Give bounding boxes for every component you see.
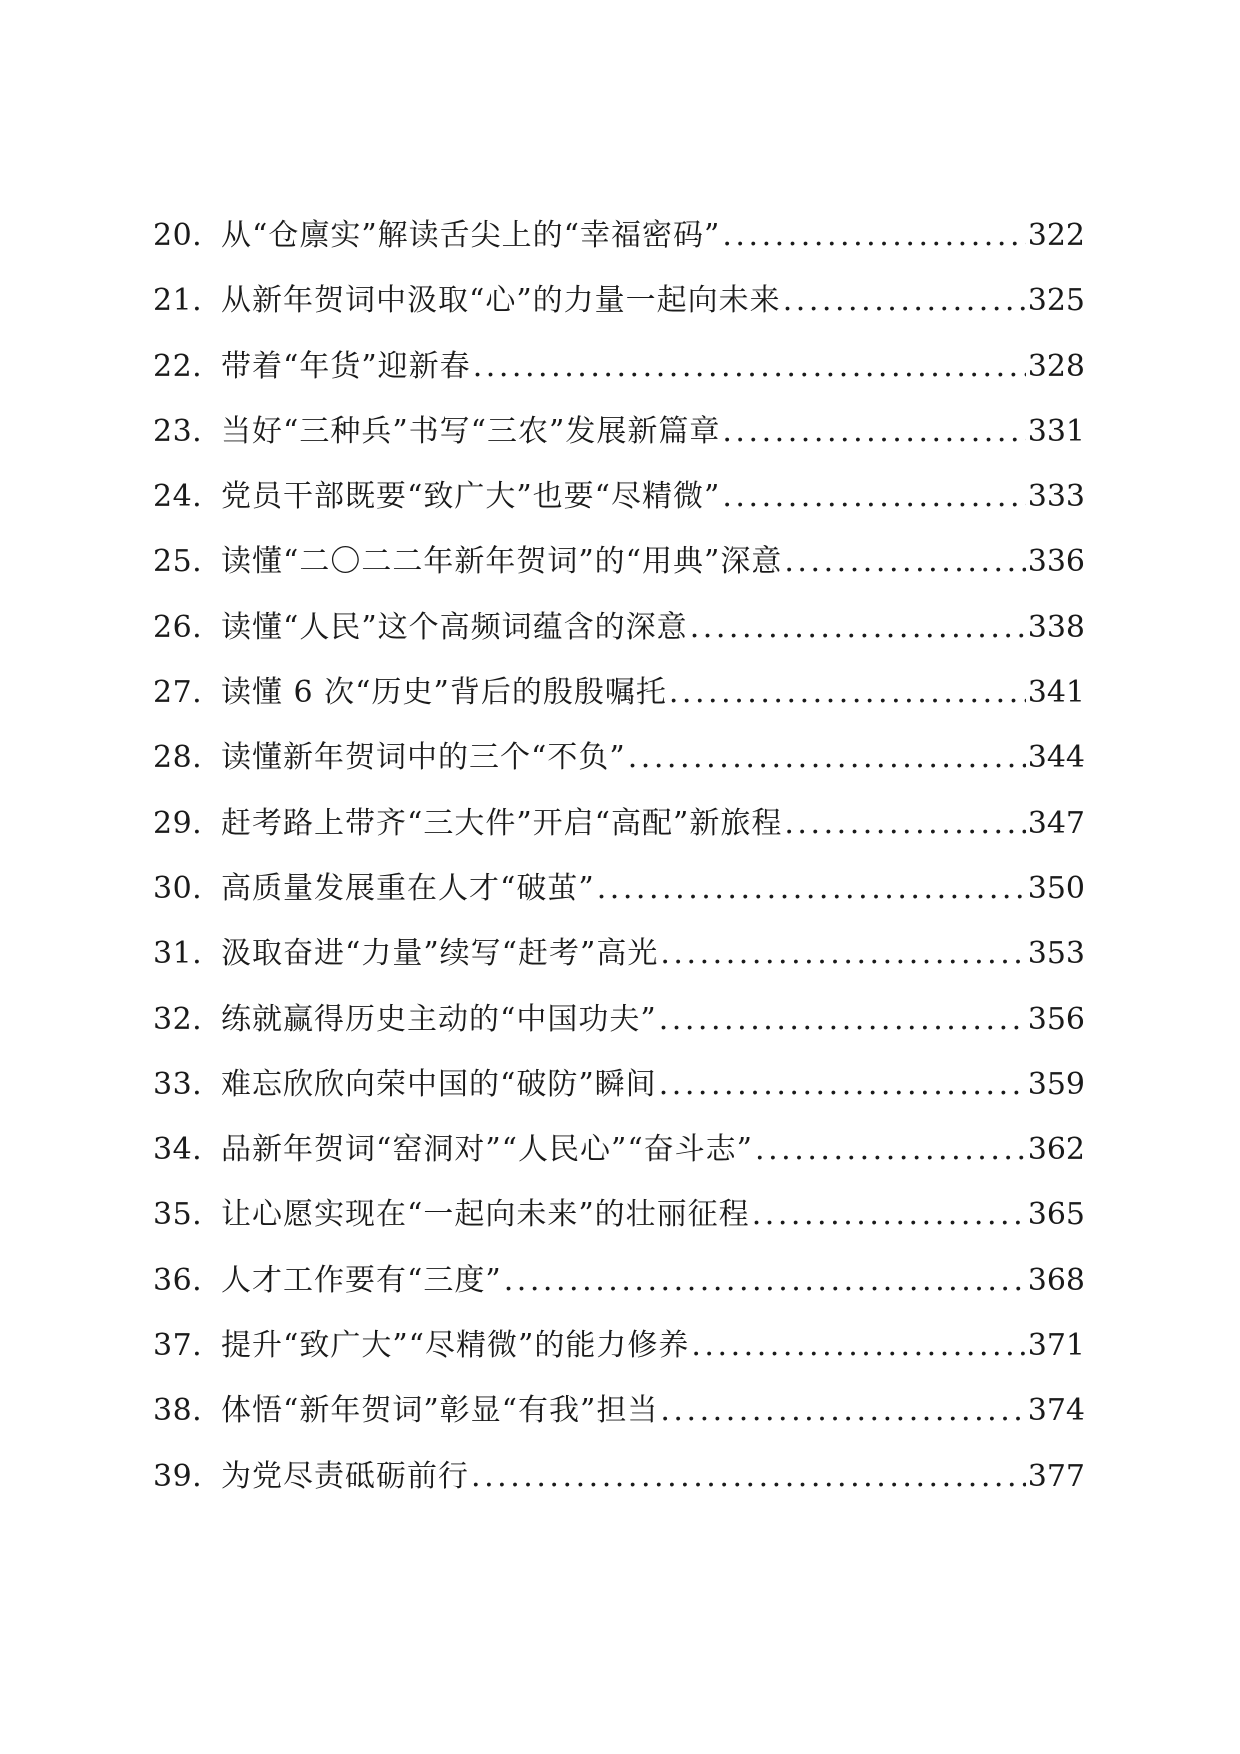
- toc-entry-page-number: 371: [1027, 1328, 1085, 1364]
- toc-entry[interactable]: [153, 1000, 1085, 1065]
- toc-entry-title: 从“仓廪实”解读舌尖上的“幸福密码”: [221, 218, 721, 253]
- dot-leader: [659, 1000, 1026, 1040]
- toc-entry-page-number: 368: [1027, 1262, 1085, 1298]
- toc-entry-page-number: 353: [1027, 936, 1085, 972]
- dot-leader: [755, 1130, 1026, 1170]
- toc-entry[interactable]: [153, 1391, 1085, 1456]
- toc-entry[interactable]: [153, 542, 1085, 607]
- toc-entry[interactable]: [153, 804, 1085, 869]
- toc-entry-number: 30.: [153, 870, 203, 906]
- toc-entry-title: 赶考路上带齐“三大件”开启“高配”新旅程: [221, 805, 783, 841]
- toc-entry-number: 28.: [153, 740, 203, 776]
- toc-entry-title: 为党尽责砥砺前行: [221, 1458, 469, 1494]
- dot-leader: [722, 412, 1025, 452]
- toc-entry-page-number: 356: [1027, 1001, 1085, 1037]
- toc-entry-title: 从新年贺词中汲取“心”的力量一起向未来: [221, 283, 781, 319]
- dot-leader: [783, 281, 1026, 321]
- toc-entry-title: 高质量发展重在人才“破茧”: [221, 870, 595, 906]
- dot-leader: [473, 347, 1026, 387]
- toc-entry-title: 读懂“人民”这个高频词蕴含的深意: [221, 609, 688, 645]
- dot-leader: [722, 477, 1025, 517]
- toc-entry[interactable]: [153, 347, 1085, 412]
- toc-entry-number: 31.: [153, 936, 203, 972]
- toc-entry-title: 汲取奋进“力量”续写“赶考”高光: [221, 936, 659, 972]
- toc-entry-title: 带着“年货”迎新春: [221, 348, 471, 384]
- toc-entry-page-number: 336: [1027, 544, 1085, 580]
- toc-entry-page-number: 338: [1027, 609, 1085, 645]
- toc-entry-number: 37.: [153, 1328, 203, 1364]
- toc-entry-page-number: 350: [1027, 870, 1085, 906]
- toc-entry-title: 难忘欣欣向荣中国的“破防”瞬间: [221, 1066, 657, 1102]
- toc-entry-page-number: 365: [1027, 1197, 1085, 1233]
- dot-leader: [597, 869, 1026, 909]
- toc-entry[interactable]: [153, 738, 1085, 803]
- toc-entry-number: 35.: [153, 1197, 203, 1233]
- toc-entry-title: 读懂新年贺词中的三个“不负”: [221, 740, 626, 776]
- toc-entry-number: 25.: [153, 544, 203, 580]
- toc-entry[interactable]: [153, 1457, 1085, 1522]
- dot-leader: [784, 804, 1025, 844]
- toc-entry-number: 33.: [153, 1066, 203, 1102]
- toc-entry-title: 练就赢得历史主动的“中国功夫”: [221, 1001, 657, 1037]
- toc-entry-page-number: 344: [1027, 740, 1085, 776]
- toc-entry-page-number: 331: [1027, 413, 1085, 449]
- toc-entry-number: 20.: [153, 218, 203, 253]
- toc-entry-number: 24.: [153, 479, 203, 515]
- dot-leader: [690, 608, 1026, 648]
- toc-entry[interactable]: [153, 1261, 1085, 1326]
- toc-entry-page-number: 325: [1027, 283, 1085, 319]
- toc-entry[interactable]: [153, 1326, 1085, 1391]
- toc-entry-number: 32.: [153, 1001, 203, 1037]
- toc-entry[interactable]: [153, 1065, 1085, 1130]
- toc-entry-number: 21.: [153, 283, 203, 319]
- toc-entry-page-number: 374: [1027, 1393, 1085, 1429]
- toc-entry[interactable]: [153, 281, 1085, 346]
- toc-entry-number: 29.: [153, 805, 203, 841]
- toc-entry[interactable]: [153, 1195, 1085, 1260]
- toc-entry-title: 体悟“新年贺词”彰显“有我”担当: [221, 1393, 659, 1429]
- toc-entry-page-number: 322: [1027, 218, 1085, 253]
- toc-entry-number: 26.: [153, 609, 203, 645]
- dot-leader: [659, 1065, 1026, 1105]
- toc-entry-page-number: 362: [1027, 1132, 1085, 1168]
- toc-entry[interactable]: [153, 477, 1085, 542]
- dot-leader: [722, 216, 1025, 256]
- toc-entry[interactable]: [153, 934, 1085, 999]
- toc-entry-title: 让心愿实现在“一起向未来”的壮丽征程: [221, 1197, 750, 1233]
- toc-entry-page-number: 347: [1027, 805, 1085, 841]
- toc-entry-title: 当好“三种兵”书写“三农”发展新篇章: [221, 413, 721, 449]
- toc-entry-number: 27.: [153, 675, 203, 711]
- dot-leader: [784, 542, 1025, 582]
- toc-entry[interactable]: [153, 673, 1085, 738]
- toc-entry-number: 34.: [153, 1132, 203, 1168]
- dot-leader: [660, 934, 1025, 974]
- dot-leader: [660, 1391, 1025, 1431]
- toc-entry-page-number: 328: [1027, 348, 1085, 384]
- toc-entry-page-number: 333: [1027, 479, 1085, 515]
- dot-leader: [628, 738, 1026, 778]
- toc-entry-page-number: 359: [1027, 1066, 1085, 1102]
- dot-leader: [752, 1195, 1026, 1235]
- dot-leader: [691, 1326, 1025, 1366]
- toc-entry-title: 党员干部既要“致广大”也要“尽精微”: [221, 479, 721, 515]
- toc-entry-page-number: 341: [1027, 675, 1085, 711]
- dot-leader: [669, 673, 1026, 713]
- toc-entry-title: 提升“致广大”“尽精微”的能力修养: [221, 1328, 690, 1364]
- toc-entry-title: 品新年贺词“窑洞对”“人民心”“奋斗志”: [221, 1132, 754, 1168]
- toc-entry-number: 23.: [153, 413, 203, 449]
- toc-entry-title: 读懂 6 次“历史”背后的殷殷嘱托: [221, 675, 667, 711]
- dot-leader: [504, 1261, 1026, 1301]
- toc-entry[interactable]: [153, 1130, 1085, 1195]
- toc-entry-title: 读懂“二〇二二年新年贺词”的“用典”深意: [221, 544, 783, 580]
- dot-leader: [471, 1457, 1026, 1497]
- toc-entry-number: 39.: [153, 1458, 203, 1494]
- toc-entry[interactable]: [153, 412, 1085, 477]
- toc-entry-title: 人才工作要有“三度”: [221, 1262, 502, 1298]
- toc-entry[interactable]: [153, 216, 1085, 281]
- toc-entry[interactable]: [153, 869, 1085, 934]
- toc-entry-number: 36.: [153, 1262, 203, 1298]
- toc-entry-number: 22.: [153, 348, 203, 384]
- table-of-contents: [153, 216, 1085, 1522]
- toc-entry-number: 38.: [153, 1393, 203, 1429]
- toc-entry[interactable]: [153, 608, 1085, 673]
- toc-entry-page-number: 377: [1027, 1458, 1085, 1494]
